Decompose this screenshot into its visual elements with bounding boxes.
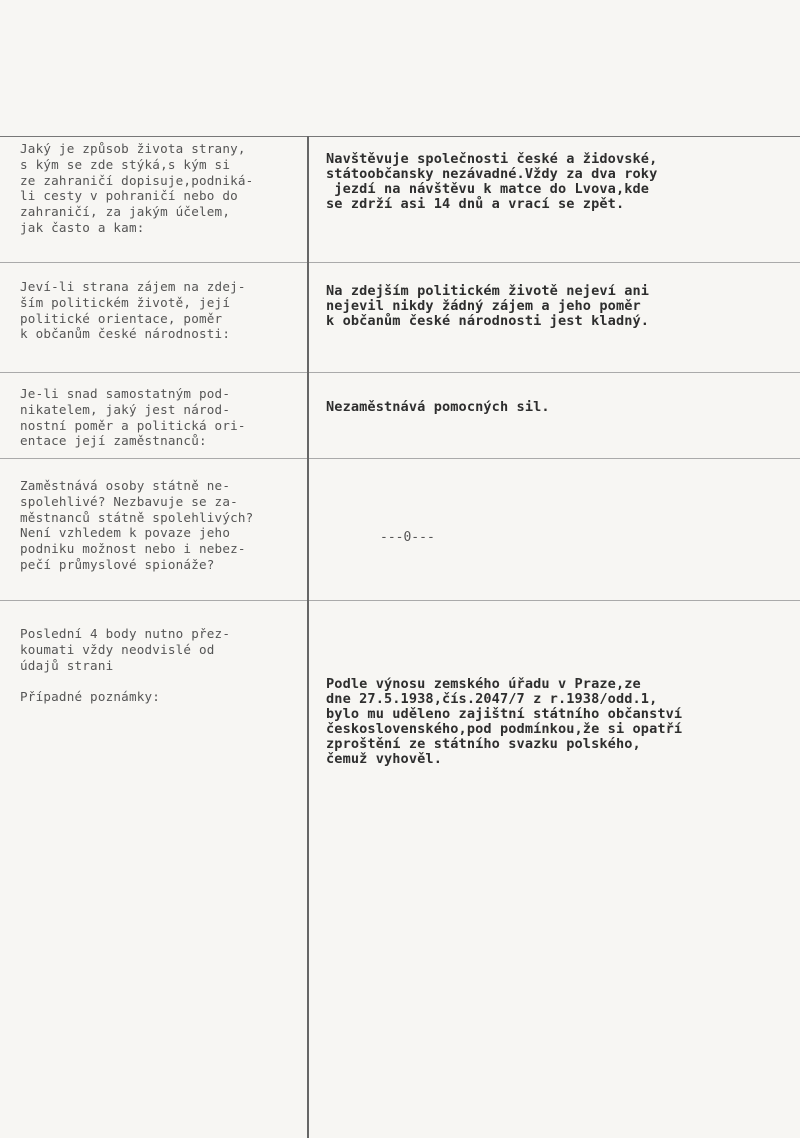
table-top-rule xyxy=(0,136,800,137)
question-entrepreneur: Je-li snad samostatným pod- nikatelem, jaký jest národ- nostní poměr a politická ori- entace její zaměstnanců: xyxy=(20,386,246,449)
question-notes: Poslední 4 body nutno přez- koumati vždy neodvislé od údajů strani Případné poznámky: xyxy=(20,626,231,705)
question-employees: Zaměstnává osoby státně ne- spolehlivé? Nezbavuje se za- městnanců státně spolehlivých? Není vzhledem k povaze jeho podniku možnost nebo i nebez- pečí průmyslové spionáže? xyxy=(20,478,254,572)
row-divider xyxy=(0,458,800,459)
question-political-interest: Jeví-li strana zájem na zdej- ším politickém životě, její politické orientace, poměr k občanům české národnosti: xyxy=(20,279,246,342)
row-divider xyxy=(0,600,800,601)
row-divider xyxy=(0,372,800,373)
question-lifestyle: Jaký je způsob života strany, s kým se zde stýká,s kým si ze zahraničí dopisuje,podniká- li cesty v pohraničí nebo do zahraničí, za jakým účelem, jak často a kam: xyxy=(20,141,254,235)
answer-lifestyle: Navštěvuje společnosti české a židovské, státoobčansky nezávadné.Vždy za dva roky jezdí na návštěvu k matce do Lvova,kde se zdrží asi 14 dnů a vrací se zpět. xyxy=(326,151,658,212)
row-divider xyxy=(0,262,800,263)
answer-political-interest: Na zdejším politickém životě nejeví ani nejevil nikdy žádný zájem a jeho poměr k občanům české národnosti jest kladný. xyxy=(326,283,650,329)
answer-entrepreneur: Nezaměstnává pomocných sil. xyxy=(326,399,550,415)
answer-notes: Podle výnosu zemského úřadu v Praze,ze dne 27.5.1938,čís.2047/7 z r.1938/odd.1, bylo mu uděleno zajištní státního občanství československého,pod podmínkou,že si opatří zproštění ze státního svazku polského, čemuž vyhověl. xyxy=(326,676,683,767)
answer-employees-dash: ---0--- xyxy=(380,530,435,545)
